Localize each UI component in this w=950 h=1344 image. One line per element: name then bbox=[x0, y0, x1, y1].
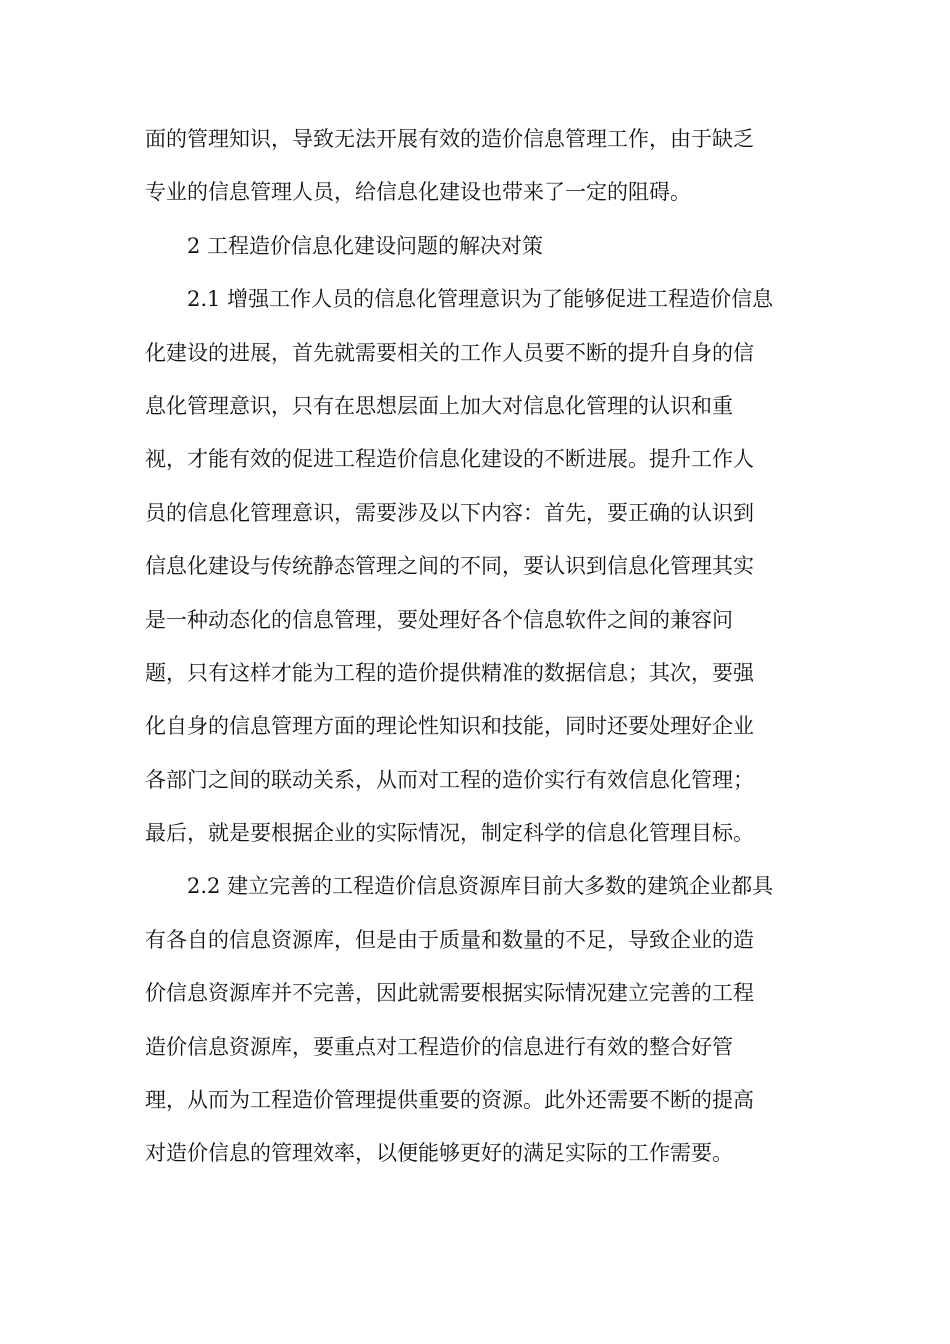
text-line: 化建设的进展，首先就需要相关的工作人员要不断的提升自身的信 bbox=[145, 340, 754, 365]
text-line: 面的管理知识，导致无法开展有效的造价信息管理工作，由于缺乏 bbox=[145, 127, 754, 151]
text-line: 最后，就是要根据企业的实际情况，制定科学的信息化管理目标。 bbox=[145, 821, 754, 846]
subsection-line: 2.2 建立完善的工程造价信息资源库目前大多数的建筑企业都具 bbox=[187, 874, 774, 899]
text-line: 各部门之间的联动关系，从而对工程的造价实行有效信息化管理； bbox=[145, 767, 754, 792]
text-line: 对造价信息的管理效率，以便能够更好的满足实际的工作需要。 bbox=[145, 1141, 733, 1166]
section-heading: 2 工程造价信息化建设问题的解决对策 bbox=[187, 233, 544, 258]
subsection-line: 2.1 增强工作人员的信息化管理意识为了能够促进工程造价信息 bbox=[187, 287, 774, 312]
text-line: 员的信息化管理意识，需要涉及以下内容：首先，要正确的认识到 bbox=[145, 500, 754, 525]
text-line: 专业的信息管理人员，给信息化建设也带来了一定的阻碍。 bbox=[145, 180, 691, 205]
text-line: 价信息资源库并不完善，因此就需要根据实际情况建立完善的工程 bbox=[145, 981, 754, 1006]
text-line: 视，才能有效的促进工程造价信息化建设的不断进展。提升工作人 bbox=[145, 447, 754, 472]
body-text bbox=[145, 113, 805, 1181]
text-line: 化自身的信息管理方面的理论性知识和技能，同时还要处理好企业 bbox=[145, 714, 754, 739]
text-line: 造价信息资源库，要重点对工程造价的信息进行有效的整合好管 bbox=[145, 1034, 733, 1059]
text-line: 息化管理意识，只有在思想层面上加大对信息化管理的认识和重 bbox=[145, 393, 733, 418]
text-line: 有各自的信息资源库，但是由于质量和数量的不足，导致企业的造 bbox=[145, 927, 754, 952]
text-line: 信息化建设与传统静态管理之间的不同，要认识到信息化管理其实 bbox=[145, 554, 754, 579]
text-line: 是一种动态化的信息管理，要处理好各个信息软件之间的兼容问 bbox=[145, 607, 733, 632]
text-line: 题，只有这样才能为工程的造价提供精准的数据信息；其次，要强 bbox=[145, 660, 754, 685]
text-line: 理，从而为工程造价管理提供重要的资源。此外还需要不断的提高 bbox=[145, 1088, 754, 1113]
